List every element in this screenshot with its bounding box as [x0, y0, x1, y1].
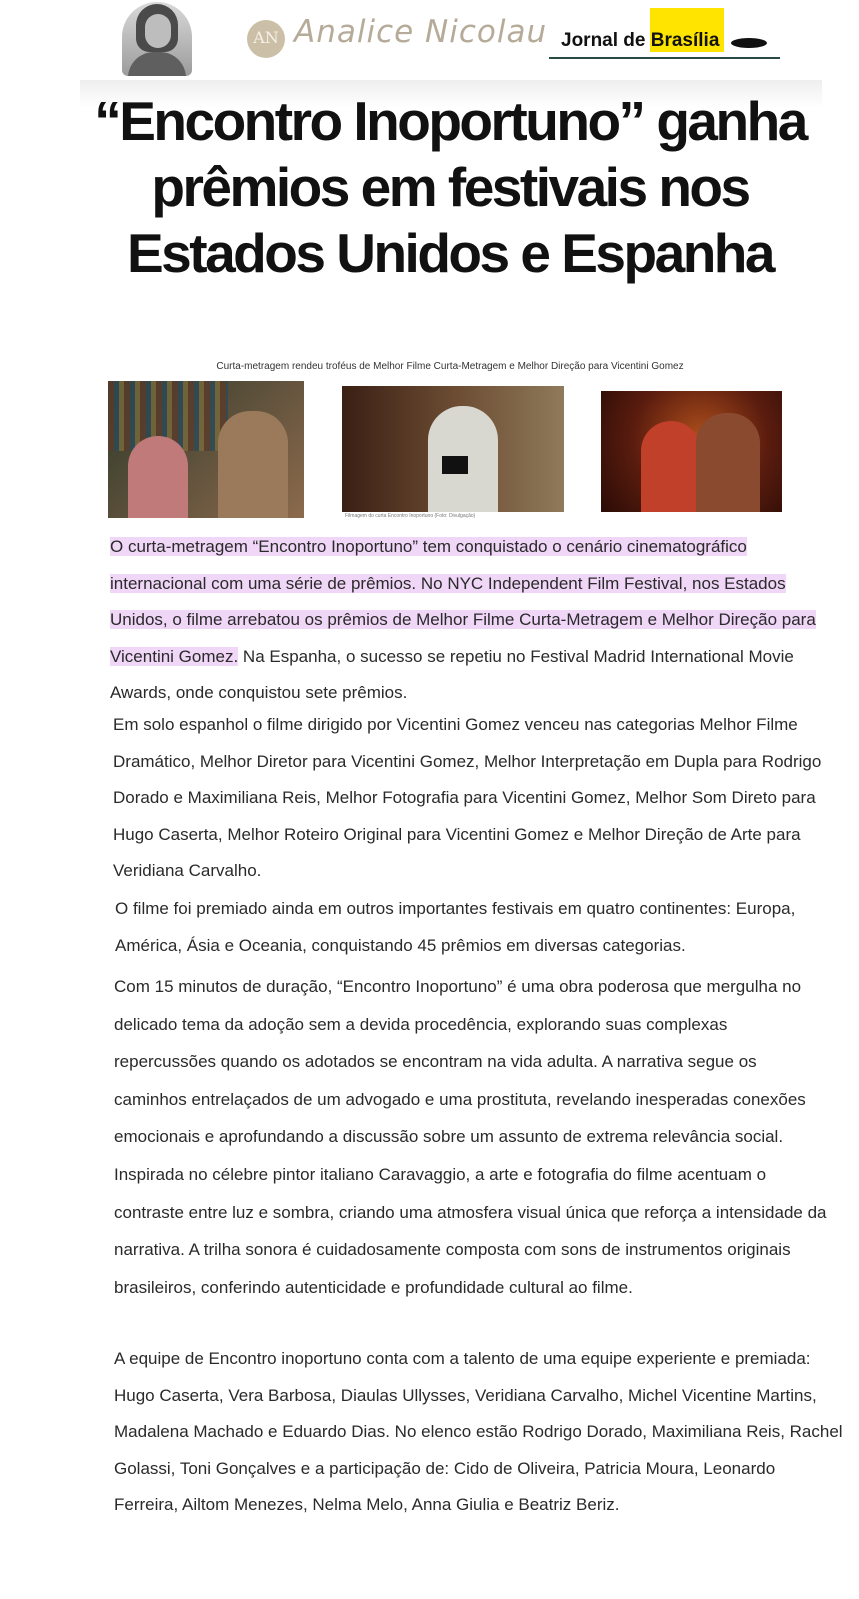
film-set-camera-photo	[342, 386, 564, 512]
newspaper-name-part2: Brasília	[650, 30, 720, 51]
article-subtitle: Curta-metragem rendeu troféus de Melhor Filme Curta-Metragem e Melhor Direção para Vicentini Gomez	[216, 361, 684, 372]
article-paragraph-1	[110, 529, 825, 712]
columnist-logo-text: Analice Nicolau	[294, 14, 548, 50]
page-header	[0, 0, 859, 84]
article-paragraph-4: Com 15 minutos de duração, “Encontro Inoportuno” é uma obra poderosa que mergulha no delicado tema da adoção sem a devida procedência, explorando suas complexas repercussões quando os adotados se encontram na vida adulta. A narrativa segue os caminhos entrelaçados de um advogado e uma prostituta, revelando inesperadas conexões emocionais e aprofundando a discussão sobre um assunto de extrema relevância social. Inspirada no célebre pintor italiano Caravaggio, a arte e fotografia do filme acentuam o contraste entre luz e sombra, criando uma atmosfera visual única que reforça a intensidade da narrativa. A trilha sonora é cuidadosamente composta com sons de instrumentos originais brasileiros, conferindo autenticidade e profundidade cultural ao filme.	[114, 977, 827, 1297]
film-still-red-light-photo	[601, 391, 782, 512]
article-title: “Encontro Inoportuno” ganha prêmios em festivais nos Estados Unidos e Espanha	[94, 90, 806, 284]
newspaper-name-part1: Jornal de	[561, 30, 651, 51]
photo-credit: Filmagem do curta Encontro Inoportuno (Foto: Divulgação)	[345, 513, 476, 519]
article-paragraph-3: O filme foi premiado ainda em outros importantes festivais em quatro continentes: Europa, América, Ásia e Oceania, conquistando 45 prêmios em diversas categorias.	[115, 899, 796, 955]
article-paragraph-2: Em solo espanhol o filme dirigido por Vicentini Gomez venceu nas categorias Melhor Filme Dramático, Melhor Diretor para Vicentini Gomez, Melhor Interpretação em Dupla para Rodrigo Dorado e Maximiliana Reis, Melhor Fotografia para Vicentini Gomez, Melhor Som Direto para Hugo Caserta, Melhor Roteiro Original para Vicentini Gomez e Melhor Direção de Arte para Veridiana Carvalho.	[113, 715, 822, 881]
header-divider	[549, 57, 780, 59]
film-still-couple-photo	[108, 381, 304, 518]
columnist-avatar	[122, 2, 192, 76]
article-paragraph-5: A equipe de Encontro inoportuno conta com a talento de uma equipe experiente e premiada: Hugo Caserta, Vera Barbosa, Diaulas Ullysses, Veridiana Carvalho, Michel Vicentine Martins, Madalena Machado e Eduardo Dias. No elenco estão Rodrigo Dorado, Maximiliana Reis, Rachel Golassi, Toni Gonçalves e a participação de: Cido de Oliveira, Patricia Moura, Leonardo Ferreira, Ailtom Menezes, Nelma Melo, Anna Giulia e Beatriz Beriz.	[114, 1349, 843, 1515]
highlighted-text: O curta-metragem “Encontro Inoportuno” tem conquistado o cenário cinematográfico internacional com uma série de prêmios. No NYC Independent Film Festival, nos Estados Unidos, o filme arrebatou os prêmios de Melhor Filme Curta-Metragem e Melhor Direção para Vicentini Gomez.	[110, 537, 816, 666]
newspaper-eye-icon	[731, 38, 767, 48]
paragraph-text: Na Espanha, o sucesso se repetiu no Festival Madrid International Movie Awards, onde conquistou sete prêmios.	[110, 646, 794, 703]
columnist-logo-icon: AN	[247, 20, 285, 58]
newspaper-logo	[561, 30, 719, 52]
